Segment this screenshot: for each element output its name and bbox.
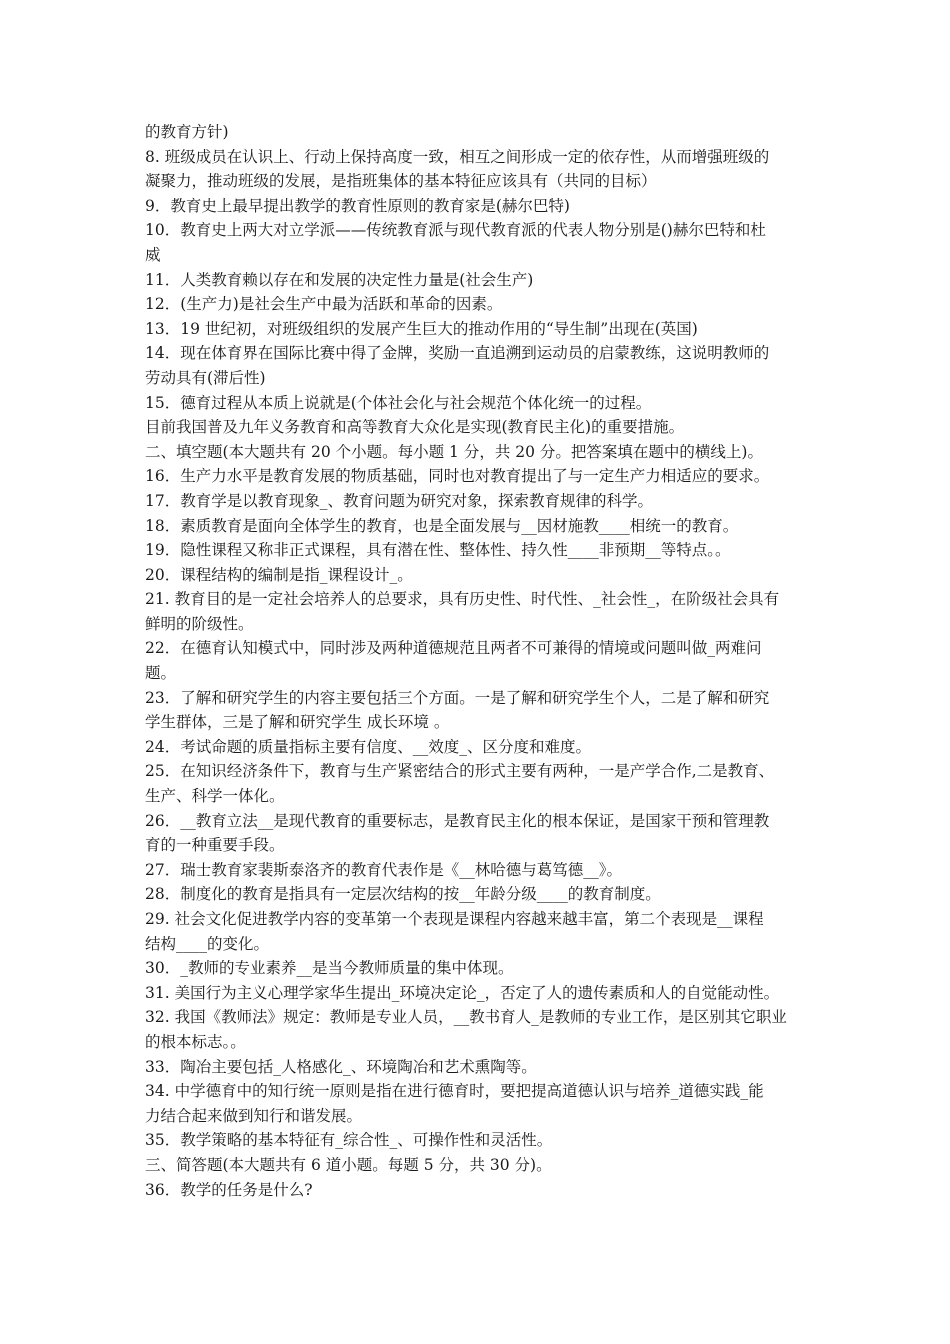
text-line: 12．(生产力)是社会生产中最为活跃和革命的因素。 <box>145 295 503 314</box>
text-line: 34. 中学德育中的知行统一原则是指在进行德育时，要把提高道德认识与培养_道德实践_能 <box>145 1082 764 1101</box>
text-line: 目前我国普及九年义务教育和高等教育大众化是实现(教育民主化)的重要措施。 <box>145 418 685 437</box>
text-line: 题。 <box>145 664 177 683</box>
text-line: 27．瑞士教育家裴斯泰洛齐的教育代表作是《__林哈德与葛笃德__》。 <box>145 860 622 879</box>
text-line: 9．教育史上最早提出教学的教育性原则的教育家是(赫尔巴特) <box>145 196 570 215</box>
text-line: 33．陶冶主要包括_人格感化_、环境陶冶和艺术熏陶等。 <box>145 1057 537 1076</box>
text-line: 凝聚力，推动班级的发展，是指班集体的基本特征应该具有（共同的目标） <box>145 172 657 191</box>
text-line: 29. 社会文化促进教学内容的变革第一个表现是课程内容越来越丰富，第二个表现是__课程 <box>145 910 764 928</box>
text-line: 二、填空题(本大题共有 20 个小题。每小题 1 分，共 20 分。把答案填在题中的横线上)。 <box>145 442 763 461</box>
text-line: 结构____的变化。 <box>145 934 270 953</box>
text-line: 11．人类教育赖以存在和发展的决定性力量是(社会生产) <box>145 270 534 289</box>
document-page <box>145 120 817 1202</box>
text-line: 三、简答题(本大题共有 6 道小题。每题 5 分，共 30 分)。 <box>145 1155 552 1174</box>
text-line: 15．德育过程从本质上说就是(个体社会化与社会规范个体化统一的过程。 <box>145 393 652 412</box>
text-line: 生产、科学一体化。 <box>145 787 285 806</box>
text-line: 31. 美国行为主义心理学家华生提出_环境决定论_，否定了人的遗传素质和人的自觉能动性。 <box>145 983 780 1002</box>
text-line: 24．考试命题的质量指标主要有信度、__效度_、区分度和难度。 <box>145 737 591 756</box>
text-line: 30．_教师的专业素养__是当今教师质量的集中体现。 <box>145 959 514 978</box>
text-line: 28．制度化的教育是指具有一定层次结构的按__年龄分级____的教育制度。 <box>145 885 661 904</box>
text-line: 35．教学策略的基本特征有_综合性_、可操作性和灵活性。 <box>145 1131 553 1150</box>
text-line: 17．教育学是以教育现象_、教育问题为研究对象，探索教育规律的科学。 <box>145 491 653 510</box>
text-line: 36．教学的任务是什么? <box>145 1180 313 1199</box>
text-line: 26．__教育立法__是现代教育的重要标志，是教育民主化的根本保证，是国家干预和管理教 <box>145 811 770 830</box>
text-line: 20．课程结构的编制是指_课程设计_。 <box>145 565 413 584</box>
text-line: 13．19 世纪初，对班级组织的发展产生巨大的推动作用的“导生制”出现在(英国) <box>145 319 698 338</box>
text-line: 学生群体，三是了解和研究学生 成长环境 。 <box>145 713 450 732</box>
text-line: 育的一种重要手段。 <box>145 836 285 855</box>
text-line: 21. 教育目的是一定社会培养人的总要求，具有历史性、时代性、_社会性_，在阶级社会具有 <box>145 590 780 609</box>
text-line: 威 <box>145 245 161 264</box>
text-line: 16．生产力水平是教育发展的物质基础，同时也对教育提出了与一定生产力相适应的要求。 <box>145 467 770 486</box>
text-line: 23．了解和研究学生的内容主要包括三个方面。一是了解和研究学生个人，二是了解和研究 <box>145 688 770 707</box>
text-line: 32. 我国《教师法》规定：教师是专业人员，__教书育人_是教师的专业工作，是区别其它职业 <box>145 1008 787 1027</box>
text-line: 19．隐性课程又称非正式课程，具有潜在性、整体性、持久性____非预期__等特点。。 <box>145 541 731 560</box>
text-line: 鲜明的阶级性。 <box>145 614 254 633</box>
text-line: 22．在德育认知模式中，同时涉及两种道德规范且两者不可兼得的情境或问题叫做_两难问 <box>145 639 762 658</box>
text-line: 25．在知识经济条件下，教育与生产紧密结合的形式主要有两种，一是产学合作,二是教育、 <box>145 762 775 781</box>
text-line: 的根本标志。。 <box>145 1032 246 1051</box>
text-line: 14．现在体育界在国际比赛中得了金牌，奖励一直追溯到运动员的启蒙教练，这说明教师的 <box>145 344 770 363</box>
text-line: 劳动具有(滞后性) <box>145 368 266 387</box>
text-line: 的教育方针) <box>145 123 229 141</box>
text-line: 10．教育史上两大对立学派——传统教育派与现代教育派的代表人物分别是()赫尔巴特和杜 <box>145 221 766 240</box>
text-line: 力结合起来做到知行和谐发展。 <box>145 1106 363 1125</box>
text-line: 18．素质教育是面向全体学生的教育，也是全面发展与__因材施教____相统一的教育。 <box>145 516 739 535</box>
text-line: 8. 班级成员在认识上、行动上保持高度一致，相互之间形成一定的依存性，从而增强班级的 <box>145 147 770 166</box>
